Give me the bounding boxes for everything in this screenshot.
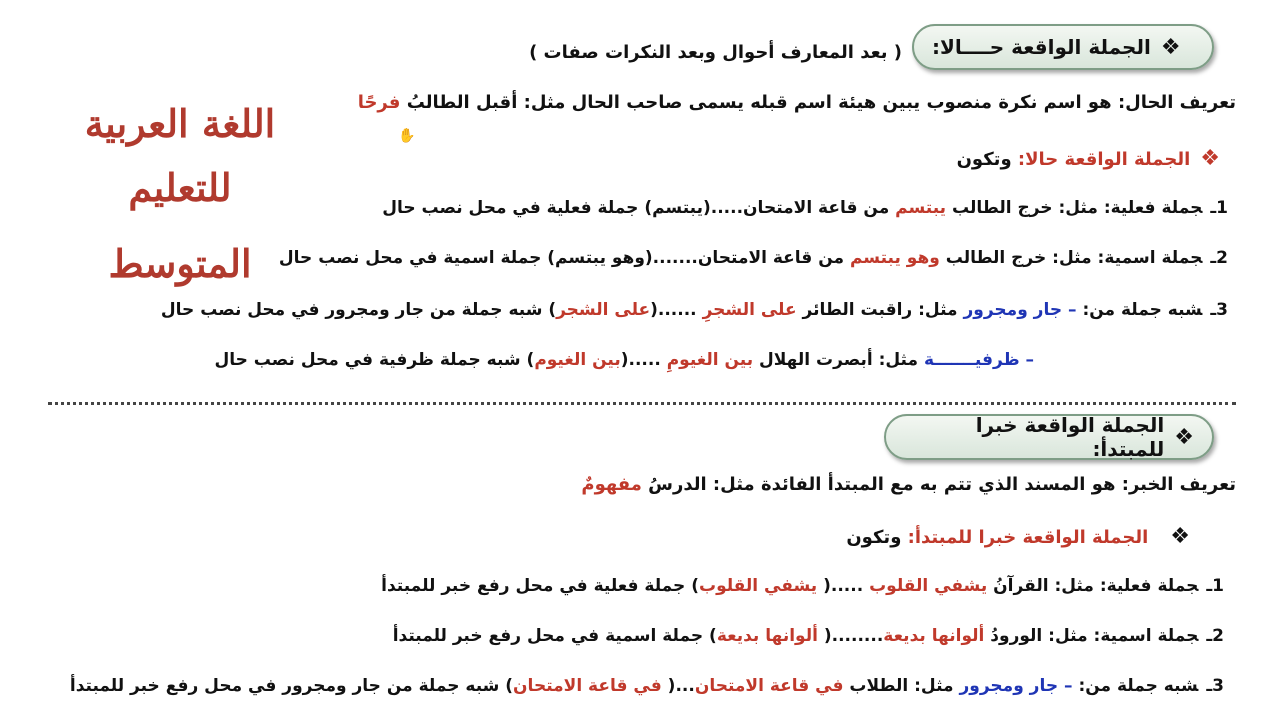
item-highlight: ألوانها بديعة [883, 626, 985, 646]
item-post: من قاعة الامتحان.....(يبتسم) جملة فعلية في محل نصب حال [382, 198, 896, 218]
item-mid: .....( [620, 350, 667, 370]
item-highlight: على الشجرِ [702, 300, 797, 320]
item-number: 1ـ [1210, 198, 1228, 218]
list-item [382, 198, 1228, 218]
item-highlight-2: في قاعة الامتحان [513, 676, 662, 696]
item-kind: – جار ومجرور [963, 300, 1083, 320]
item-label: شبه جملة من: [1082, 300, 1203, 320]
item-post: ) شبه جملة من جار ومجرور في محل رفع خبر للمبتدأ [69, 676, 514, 696]
list-item [381, 576, 1224, 596]
star-icon: ❖ [1160, 34, 1181, 60]
section1-note: ( بعد المعارف أحوال وبعد النكرات صفات ) [529, 42, 902, 63]
item-highlight: يشفي القلوب [869, 576, 988, 596]
brand-line-2: المتوسط [108, 241, 252, 286]
item-highlight: يبتسم [895, 198, 947, 218]
section1-definition [358, 92, 1236, 113]
item-number: 2ـ [1210, 248, 1228, 268]
hand-pointer-icon: ✋ [398, 128, 416, 144]
subheading-label: الجملة الواقعة خبرا للمبتدأ: [907, 527, 1149, 548]
item-pre: مثل: القرآنُ [987, 576, 1100, 596]
list-item [214, 350, 1034, 370]
star-icon: ❖ [1200, 146, 1220, 171]
definition-term: تعريف الحال: [1117, 92, 1236, 113]
item-highlight-2: على الشجر [556, 300, 651, 320]
list-item [393, 626, 1224, 646]
item-label: جملة اسمية: [1093, 626, 1199, 646]
item-post: من قاعة الامتحان.......(وهو يبتسم) جملة اسمية في محل نصب حال [278, 248, 850, 268]
item-label: جملة فعلية: [1103, 198, 1203, 218]
section2-title: الجملة الواقعة خبرا للمبتدأ: [975, 413, 1165, 461]
item-pre: مثل: خرج الطالب [946, 198, 1104, 218]
item-mid: ......( [650, 300, 703, 320]
definition-text: هو المسند الذي تتم به مع المبتدأ الفائدة مثل: الدرسُ [641, 474, 1122, 495]
item-kind: – جار ومجرور [959, 676, 1079, 696]
item-post: ) شبه جملة ظرفية في محل نصب حال [214, 350, 535, 370]
item-pre: مثل: الورودُ [984, 626, 1094, 646]
item-highlight: وهو يبتسم [849, 248, 940, 268]
subheading-suffix: وتكون [956, 149, 1018, 170]
item-pre: مثل: خرج الطالب [939, 248, 1098, 268]
section2-title-pill [884, 414, 1214, 460]
star-icon: ❖ [1170, 524, 1190, 549]
list-item [161, 300, 1228, 320]
definition-example: فرحًا [357, 92, 401, 113]
subheading-suffix: وتكون [846, 527, 908, 548]
list-item [70, 676, 1224, 696]
item-kind: – ظرفيـــــــة [923, 350, 1034, 370]
section-divider [48, 402, 1236, 405]
section1-title-pill [912, 24, 1214, 70]
section1-title: الجملة الواقعة حــــالا: [932, 35, 1151, 59]
item-pre: مثل: الطلاب [843, 676, 960, 696]
section2-subheading [846, 524, 1190, 549]
item-number: 3ـ [1210, 300, 1228, 320]
item-number: 2ـ [1206, 626, 1224, 646]
item-number: 3ـ [1206, 676, 1224, 696]
item-highlight: في قاعة الامتحان [694, 676, 844, 696]
item-highlight-2: بين الغيوم [534, 350, 621, 370]
item-post: ) شبه جملة من جار ومجرور في محل نصب حال [160, 300, 557, 320]
item-post: ) جملة اسمية في محل رفع خبر للمبتدأ [392, 626, 717, 646]
list-item [279, 248, 1228, 268]
star-icon: ❖ [1174, 424, 1194, 450]
item-label: جملة فعلية: [1099, 576, 1199, 596]
item-label: جملة اسمية: [1097, 248, 1203, 268]
definition-text: هو اسم نكرة منصوب يبين هيئة اسم قبله يسمى صاحب الحال مثل: أقبل الطالبُ [400, 92, 1118, 113]
item-pre: مثل: راقبت الطائر [796, 300, 964, 320]
item-post: ) جملة فعلية في محل رفع خبر للمبتدأ [381, 576, 699, 596]
item-highlight: بين الغيومِ [666, 350, 754, 370]
section1-subheading [957, 146, 1220, 171]
definition-term: تعريف الخبر: [1121, 474, 1236, 495]
section2-definition [581, 474, 1236, 495]
item-mid: ........( [817, 626, 884, 646]
item-label: شبه جملة من: [1078, 676, 1199, 696]
subheading-label: الجملة الواقعة حالا: [1017, 149, 1191, 170]
item-mid: ...( [661, 676, 695, 696]
item-number: 1ـ [1206, 576, 1224, 596]
item-pre: مثل: أبصرت الهلال [753, 350, 924, 370]
item-mid: .....( [817, 576, 870, 596]
item-highlight-2: ألوانها بديعة [716, 626, 818, 646]
item-highlight-2: يشفي القلوب [699, 576, 818, 596]
definition-example: مفهومٌ [581, 474, 642, 495]
brand-line-1: اللغة العربية للتعليم [84, 101, 276, 210]
